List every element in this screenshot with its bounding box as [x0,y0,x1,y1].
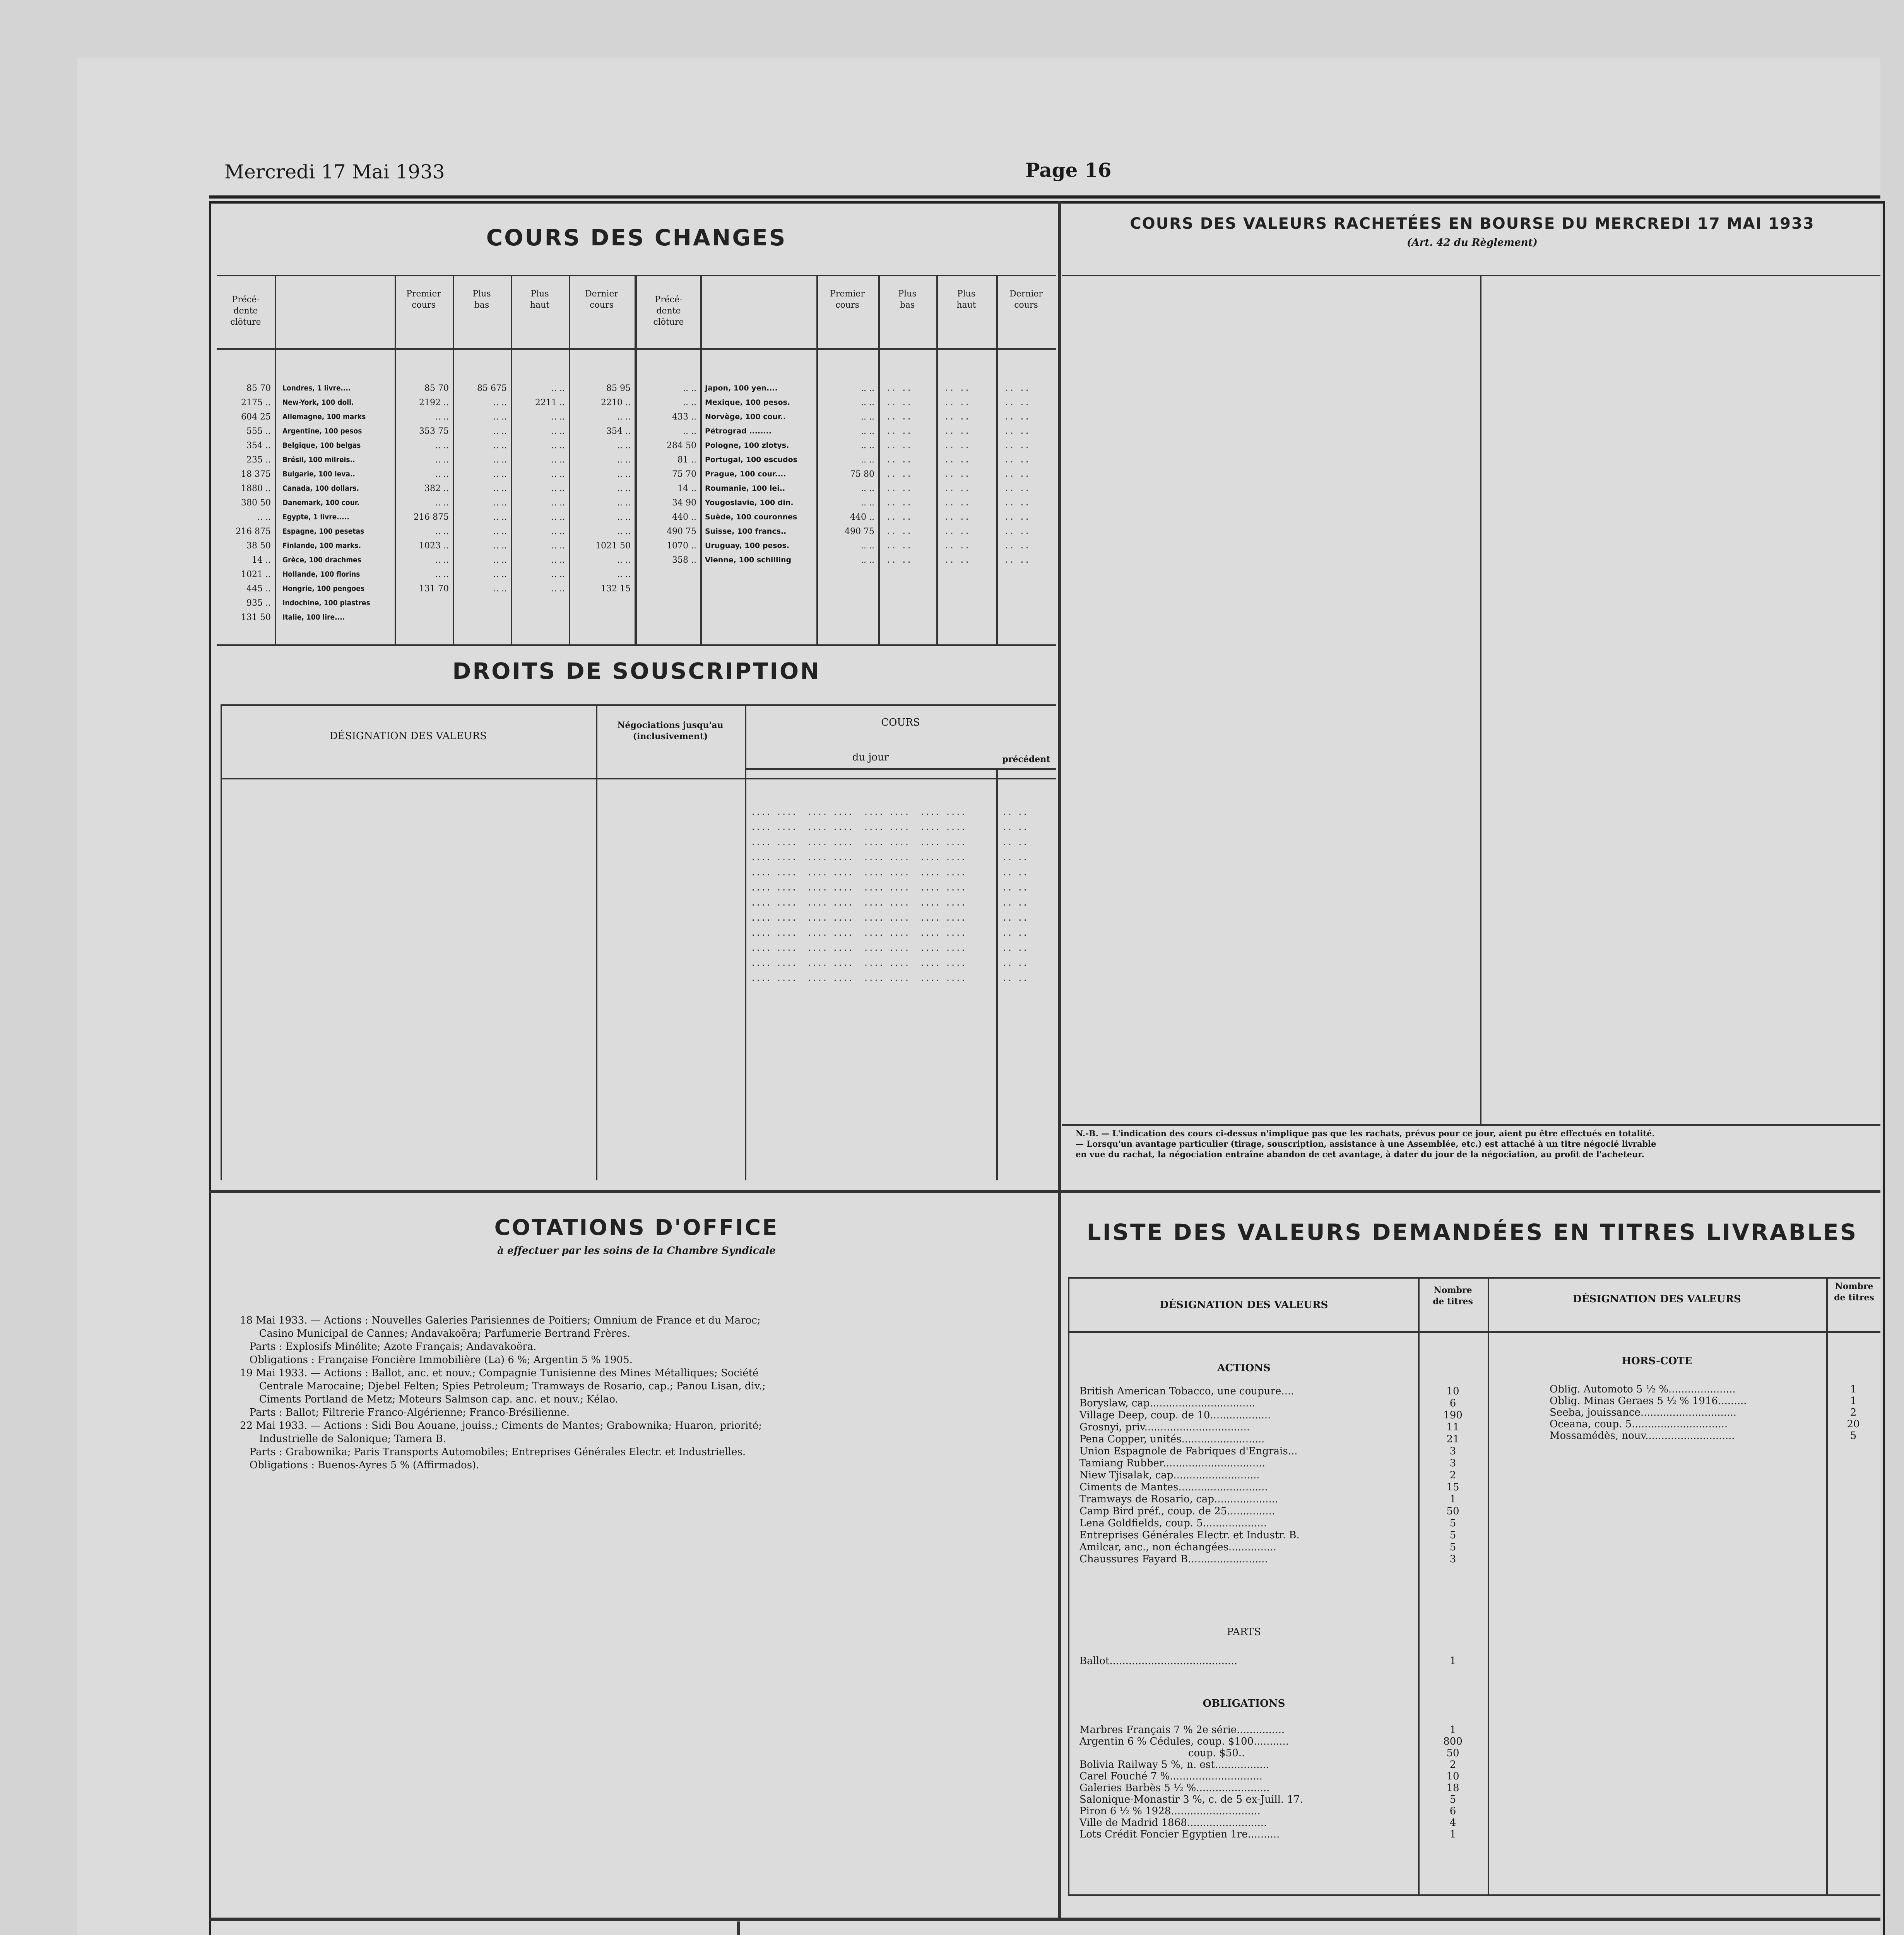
changes-col-line [816,275,818,644]
header-date: Mercredi 17 Mai 1933 [224,161,445,183]
souscription-col-line [996,768,998,1180]
livrables-parts-label: PARTS [1227,1626,1261,1638]
changes-left-last-values: 85 95 2210 .. .. .. 354 .. .. .. .. .. .. .. .. .. .. .. .. .. .. .. 1021 50 .. .. .. .. 132 15 [595,384,631,594]
changes-header-prev: Précé- dente clôture [230,295,261,327]
livrables-col-line [1488,1277,1489,1896]
section-divider-2 [209,1918,1880,1921]
livrables-col-line [1418,1277,1420,1896]
section-divider-1 [209,1190,1880,1193]
livrables-col-nombre-2: Nombre de titres [1834,1281,1874,1303]
changes-col-line [569,275,570,644]
souscription-cours-rule [745,768,1056,770]
changes-header-high: Plus haut [530,289,550,310]
rachetees-header-rule [1062,275,1880,276]
souscription-col-negociations: Négociations jusqu'au (inclusivement) [617,720,724,741]
livrables-hors-cote-counts: 1 1 2 20 5 [1847,1384,1860,1442]
livrables-parts-names: Ballot........................................ [1079,1655,1237,1667]
livrables-actions-counts: 10 6 190 11 21 3 3 2 15 1 50 5 5 5 3 [1443,1385,1463,1565]
souscription-col-cours: COURS [881,717,920,728]
changes-right-low-placeholder: .. .. .. .. .. .. .. .. .. .. .. .. .. .. .. .. .. .. .. .. .. .. .. .. .. .. [886,384,912,565]
souscription-col-precedent: précédent [1002,754,1050,764]
livrables-actions-names: British American Tobacco, une coupure.... Boryslaw, cap................................. Village Deep, coup. de 10................... Grosnyi, priv................................. Pena Copper, unités.......................... Union Espagnole de Fabriques d'Engrais... Tamiang Rubber................................ Niew Tjisalak, cap........................... Ciments de Mantes............................ Tramways de Rosario, cap.................... Camp Bird préf., coup. de 25............... Lena Goldfields, coup. 5.................... Entreprises Générales Electr. et Industr. B. Amilcar, anc., non échangées............... Chaussures Fayard B......................... [1079,1385,1300,1565]
changes-col-line [275,275,276,644]
header-rule [209,195,1880,199]
souscription-title: DROITS DE SOUSCRIPTION [452,658,821,684]
changes-right-first-values: .. .. .. .. .. .. .. .. .. .. .. .. 75 80 .. .. .. .. 440 .. 490 75 .. .. .. .. [845,384,874,565]
souscription-placeholder-dots: .... .... .... .... .... .... .... .... .... .... .... .... .... .... .... .... .... .... .... .... .... .... .... .... .... .... .... .... .... .... .... .... .... .... .... .... .... .... .... .... .... .... .... .... .... .... .... .... .... .... .... .... .... .... .... .... .... .... .... .... .... .... .... .... .... .... .... .... .... .... .... .... .... .... .... .... .... .... .... .... .... .... .... .... .... .... .... .... .... .... .... .... .... .... .... .... [751,808,966,983]
rachetees-subtitle: (Art. 42 du Règlement) [1407,237,1538,248]
livrables-col-designation: DÉSIGNATION DES VALEURS [1160,1299,1328,1311]
changes-col-line [511,275,512,644]
changes-header-first-2: Premier cours [830,289,865,310]
livrables-oblig-label: OBLIGATIONS [1203,1698,1285,1709]
livrables-bottom-rule [1068,1894,1880,1896]
changes-col-line [395,275,396,644]
changes-right-high-placeholder: .. .. .. .. .. .. .. .. .. .. .. .. .. .. .. .. .. .. .. .. .. .. .. .. .. .. [944,384,970,565]
changes-col-line [878,275,880,644]
souscription-col-line [745,704,746,1180]
livrables-top-rule [1068,1277,1880,1279]
livrables-hors-cote-names: Oblig. Automoto 5 ½ %..................... Oblig. Minas Geraes 5 ½ % 1916......... Seeba, jouissance.............................. Oceana, coup. 5.............................. Mossamédès, nouv............................ [1550,1384,1747,1442]
changes-header-low-2: Plus bas [898,289,917,310]
livrables-title: LISTE DES VALEURS DEMANDÉES EN TITRES LIVRABLES [1086,1219,1858,1245]
changes-header-low: Plus bas [472,289,491,310]
column-divider-bottom [737,1921,740,1935]
livrables-col-line [1826,1277,1828,1896]
changes-header-first: Premier cours [406,289,441,310]
changes-title: COURS DES CHANGES [486,224,787,251]
changes-header-prev-2: Précé- dente clôture [653,295,684,327]
livrables-frame-left [1068,1277,1069,1896]
office-subtitle: à effectuer par les soins de la Chambre Syndicale [497,1245,776,1257]
office-title: COTATIONS D'OFFICE [494,1215,779,1240]
souscription-col-designation: DÉSIGNATION DES VALEURS [330,730,487,742]
changes-left-prev-values: 85 70 2175 .. 604 25 555 .. 354 .. 235 .. 18 375 1880 .. 380 50 .. .. 216 875 38 50 14 .. 1021 .. 445 .. 935 .. 131 50 [236,384,271,622]
livrables-col-nombre: Nombre de titres [1433,1285,1473,1307]
livrables-header-rule [1068,1331,1880,1333]
souscription-col-line [596,704,597,1180]
changes-col-line [936,275,938,644]
livrables-actions-label: ACTIONS [1217,1362,1271,1374]
changes-right-currency-names: Japon, 100 yen.... Mexique, 100 pesos. Norvège, 100 cour.. Pétrograd ........ Pologne, 100 zlotys. Portugal, 100 escudos Prague, 100 cour.... Roumanie, 100 lei.. Yougoslavie, 100 din. Suède, 100 couronnes Suisse, 100 francs.. Uruguay, 100 pesos. Vienne, 100 schilling [705,384,797,564]
livrables-parts-counts: 1 [1449,1655,1456,1667]
changes-col-line [996,275,998,644]
rachetees-title: COURS DES VALEURS RACHETÉES EN BOURSE DU MERCREDI 17 MAI 1933 [1130,215,1815,233]
office-text: 18 Mai 1933. — Actions : Nouvelles Galeries Parisiennes de Poitiers; Omnium de France et du Maroc; Casino Municipal de Cannes; Andavakoëra; Parfumerie Bertrand Frères. Parts : Explosifs Minélite; Azote Français; Andavakoëra. Obligations : Française Foncière Immobilière (La) 6 %; Argentin 5 % 1905. 19 Mai 1933. — Actions : Ballot, anc. et nouv.; Compagnie Tunisienne des Mines Métalliques; Société Centrale Marocaine; Djebel Felten; Spies Petroleum; Tramways de Rosario, cap.; Panou Lisan, div.; Ciments Portland de Metz; Moteurs Salmson cap. anc. et nouv.; Kélao. Parts : Ballot; Filtrerie Franco-Algérienne; Franco-Brésilienne. 22 Mai 1933. — Actions : Sidi Bou Aouane, jouiss.; Ciments de Mantes; Grabownika; Huaron, priorité; Industrielle de Salonique; Tamera B. Parts : Grabownika; Paris Transports Automobiles; Entreprises Générales Electr. et Industrielles. Obligations : Buenos-Ayres 5 % (Affirmados). [240,1315,766,1471]
livrables-hors-cote-label: HORS-COTE [1622,1355,1692,1367]
rachetees-col-line [1480,275,1481,1126]
changes-col-line [700,275,702,644]
livrables-col-designation-2: DÉSIGNATION DES VALEURS [1573,1293,1741,1305]
changes-left-first-values: 85 70 2192 .. .. .. 353 75 .. .. .. .. .. .. 382 .. .. .. 216 875 .. .. 1023 .. .. .. .. .. 131 70 [414,384,449,594]
changes-col-line [635,275,637,644]
changes-col-line [453,275,454,644]
column-divider-top [1058,201,1061,1920]
changes-bottom-rule [217,644,1056,646]
changes-left-high-values: .. .. 2211 .. .. .. .. .. .. .. .. .. .. .. .. .. .. .. .. .. .. .. .. .. .. .. .. .. .. .. [535,384,565,594]
souscription-header-rule [221,778,1056,779]
livrables-oblig-counts: 1 800 50 2 10 18 5 6 4 1 [1443,1724,1463,1840]
changes-left-currency-names: Londres, 1 livre.... New-York, 100 doll. Allemagne, 100 marks Argentine, 100 pesos Belgique, 100 belgas Brésil, 100 milreis.. Bulgarie, 100 leva.. Canada, 100 dollars. Danemark, 100 cour. Egypte, 1 livre..... Espagne, 100 pesetas Finlande, 100 marks. Grèce, 100 drachmes Hollande, 100 florins Hongrie, 100 pengoes Indochine, 100 piastres Italie, 100 lire.... [282,384,370,622]
changes-right-prev-values: .. .. .. .. 433 .. .. .. 284 50 81 .. 75 70 14 .. 34 90 440 .. 490 75 1070 .. 358 .. [667,384,696,565]
livrables-oblig-names: Marbres Français 7 % 2e série............... Argentin 6 % Cédules, coup. $100........... coup. $50.. Bolivia Railway 5 %, n. est................. Carel Fouché 7 %............................. Galeries Barbès 5 ½ %....................... Salonique-Monastir 3 %, c. de 5 ex-Juill. 17. Piron 6 ½ % 1928............................ Ville de Madrid 1868......................... Lots Crédit Foncier Egyptien 1re.......... [1079,1724,1303,1840]
changes-header-last-2: Dernier cours [1009,289,1043,310]
header-page-number: Page 16 [1025,159,1112,182]
changes-left-low-values: 85 675 .. .. .. .. .. .. .. .. .. .. .. .. .. .. .. .. .. .. .. .. .. .. .. .. .. .. .. .. [477,384,507,594]
souscription-frame-left [221,704,222,1180]
rachetees-note-rule [1062,1124,1880,1126]
rachetees-note: N.-B. — L'indication des cours ci-dessus n'implique pas que les rachats, prévus pour ce jour, aient pu être effectués en totalité. — Lorsqu'un avantage particulier (tirage, souscription, assistance à une Assemblée, etc.) est attaché à un titre négocié livrable en vue du rachat, la négociation entraîne abandon de cet avantage, à dater du jour de la négociation, au profit de l'acheteur. [1076,1128,1656,1159]
changes-header-last: Dernier cours [585,289,618,310]
souscription-top-rule [221,704,1056,706]
changes-right-last-placeholder: .. .. .. .. .. .. .. .. .. .. .. .. .. .. .. .. .. .. .. .. .. .. .. .. .. .. [1004,384,1030,565]
souscription-col-du-jour: du jour [852,752,889,763]
souscription-precedent-dots: .. .. .. .. .. .. .. .. .. .. .. .. .. .. .. .. .. .. .. .. .. .. .. .. [1002,808,1028,983]
changes-header-high-2: Plus haut [956,289,976,310]
